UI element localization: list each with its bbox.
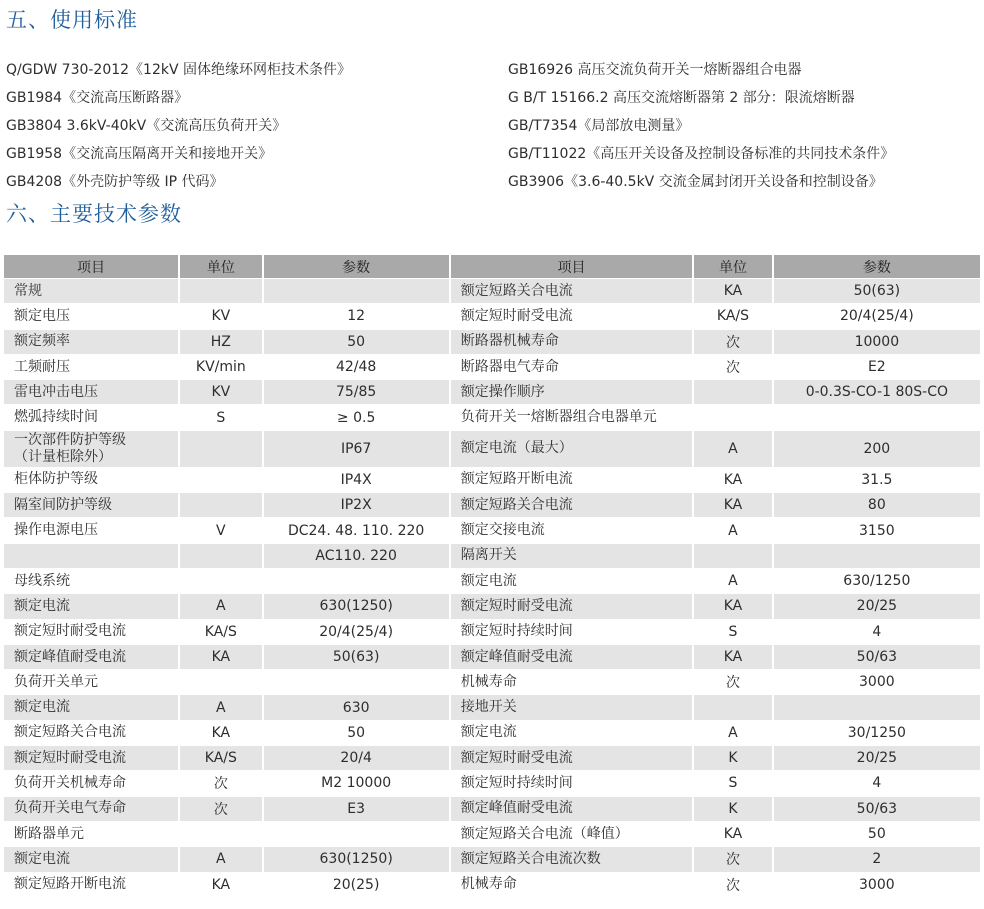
cell-unit: 次: [694, 847, 771, 871]
cell-value: 42/48: [264, 355, 449, 379]
cell-unit: KA: [180, 721, 262, 745]
cell-unit: A: [694, 569, 771, 593]
cell-item: 断路器电气寿命: [451, 355, 693, 379]
cell-unit: [180, 569, 262, 593]
table-row: [4, 330, 980, 354]
cell-unit: KA: [694, 822, 771, 846]
cell-unit: KV/min: [180, 355, 262, 379]
cell-item: 额定峰值耐受电流: [451, 645, 693, 669]
table-row: [4, 746, 980, 770]
cell-item: 断路器机械寿命: [451, 330, 693, 354]
cell-item: 负荷开关单元: [4, 670, 178, 694]
cell-value: 4: [774, 771, 980, 795]
cell-value: 3000: [774, 670, 980, 694]
cell-value: [774, 405, 980, 429]
table-row: [4, 797, 980, 821]
cell-value: 50: [774, 822, 980, 846]
table-row: [4, 620, 980, 644]
cell-value: 20/4(25/4): [774, 304, 980, 328]
cell-value: 20/4: [264, 746, 449, 770]
cell-value: 20/4(25/4): [264, 620, 449, 644]
cell-item: 工频耐压: [4, 355, 178, 379]
cell-item: 额定电流: [4, 847, 178, 871]
table-row: [4, 493, 980, 517]
cell-value: 20(25): [264, 873, 449, 897]
table-row: [4, 431, 980, 467]
cell-value: [264, 279, 449, 303]
cell-value: M2 10000: [264, 771, 449, 795]
standard-item: Q/GDW 730-2012《12kV 固体绝缘环网柜技术条件》: [6, 62, 352, 78]
cell-unit: K: [694, 797, 771, 821]
cell-item: 额定短路关合电流（峰值）: [451, 822, 693, 846]
cell-item: 燃弧持续时间: [4, 405, 178, 429]
section-title-parameters: 六、主要技术参数: [6, 202, 182, 226]
cell-value: 20/25: [774, 594, 980, 618]
table-row: [4, 304, 980, 328]
cell-unit: S: [694, 771, 771, 795]
cell-item: 隔离开关: [451, 544, 693, 568]
cell-item: 断路器单元: [4, 822, 178, 846]
cell-item: 额定峰值耐受电流: [4, 645, 178, 669]
cell-unit: [180, 431, 262, 467]
cell-item: 额定电流: [451, 721, 693, 745]
cell-unit: KA/S: [694, 304, 771, 328]
table-row: [4, 670, 980, 694]
cell-unit: V: [180, 518, 262, 542]
cell-value: [264, 822, 449, 846]
header-unit-2: 单位: [694, 255, 771, 278]
cell-item: 额定短时耐受电流: [4, 620, 178, 644]
cell-unit: S: [180, 405, 262, 429]
table-header-row: [4, 255, 980, 278]
cell-unit: KA: [180, 873, 262, 897]
cell-item: 额定操作顺序: [451, 380, 693, 404]
header-value: 参数: [264, 255, 449, 278]
table-row: [4, 569, 980, 593]
cell-value: 10000: [774, 330, 980, 354]
cell-value: 50(63): [264, 645, 449, 669]
cell-unit: [180, 544, 262, 568]
standards-column-right: [508, 56, 976, 196]
standard-item: GB/T11022《高压开关设备及控制设备标准的共同技术条件》: [508, 146, 895, 162]
cell-item: 额定短路关合电流: [451, 493, 693, 517]
cell-unit: A: [180, 594, 262, 618]
cell-item: 额定短路开断电流: [451, 468, 693, 492]
cell-item: 额定短时耐受电流: [451, 594, 693, 618]
cell-value: 50(63): [774, 279, 980, 303]
standard-item: GB16926 高压交流负荷开关一熔断器组合电器: [508, 62, 802, 78]
cell-item: 柜体防护等级: [4, 468, 178, 492]
header-unit: 单位: [180, 255, 262, 278]
cell-unit: KA: [694, 645, 771, 669]
cell-unit: 次: [180, 771, 262, 795]
cell-item: 雷电冲击电压: [4, 380, 178, 404]
cell-value: 80: [774, 493, 980, 517]
cell-value: ≥ 0.5: [264, 405, 449, 429]
cell-value: IP2X: [264, 493, 449, 517]
cell-unit: [694, 405, 771, 429]
cell-item: 额定短路关合电流: [4, 721, 178, 745]
table-row: [4, 771, 980, 795]
standards-column-left: [6, 56, 508, 196]
parameters-table-container: [4, 254, 980, 898]
cell-item: 操作电源电压: [4, 518, 178, 542]
cell-value: 630/1250: [774, 569, 980, 593]
cell-item: 机械寿命: [451, 670, 693, 694]
cell-unit: [180, 468, 262, 492]
cell-value: 200: [774, 431, 980, 467]
cell-unit: KA/S: [180, 620, 262, 644]
cell-value: 50/63: [774, 645, 980, 669]
cell-unit: KA: [180, 645, 262, 669]
cell-value: 50: [264, 330, 449, 354]
cell-unit: KV: [180, 380, 262, 404]
table-row: [4, 873, 980, 897]
cell-item: 额定短时持续时间: [451, 620, 693, 644]
table-row: [4, 405, 980, 429]
cell-item: 常规: [4, 279, 178, 303]
cell-unit: [694, 695, 771, 719]
cell-item: 一次部件防护等级 （计量柜除外）: [4, 431, 178, 467]
cell-unit: KA: [694, 468, 771, 492]
cell-item: 额定短时持续时间: [451, 771, 693, 795]
standard-item: G B/T 15166.2 高压交流熔断器第 2 部分：限流熔断器: [508, 90, 855, 106]
cell-value: 630(1250): [264, 847, 449, 871]
standard-item: GB1984《交流高压断路器》: [6, 90, 189, 106]
cell-unit: 次: [694, 355, 771, 379]
header-value-2: 参数: [774, 255, 980, 278]
cell-value: [774, 544, 980, 568]
cell-value: 75/85: [264, 380, 449, 404]
header-item-2: 项目: [451, 255, 693, 278]
cell-item: 额定电流: [4, 695, 178, 719]
cell-unit: 次: [694, 670, 771, 694]
table-row: [4, 355, 980, 379]
cell-unit: [694, 380, 771, 404]
section-title-standards: 五、使用标准: [6, 8, 138, 32]
cell-value: 12: [264, 304, 449, 328]
cell-item: 额定短路开断电流: [4, 873, 178, 897]
cell-unit: KA/S: [180, 746, 262, 770]
cell-item: 额定频率: [4, 330, 178, 354]
cell-value: DC24. 48. 110. 220: [264, 518, 449, 542]
cell-value: 20/25: [774, 746, 980, 770]
cell-value: [774, 695, 980, 719]
cell-unit: A: [694, 431, 771, 467]
cell-item: 额定短时耐受电流: [451, 304, 693, 328]
cell-unit: [180, 493, 262, 517]
cell-unit: [180, 279, 262, 303]
cell-unit: A: [694, 518, 771, 542]
table-row: [4, 594, 980, 618]
header-item: 项目: [4, 255, 178, 278]
table-row: [4, 847, 980, 871]
table-row: [4, 380, 980, 404]
cell-item: 额定短时耐受电流: [451, 746, 693, 770]
cell-item: 额定峰值耐受电流: [451, 797, 693, 821]
cell-item: 额定交接电流: [451, 518, 693, 542]
cell-item: [4, 544, 178, 568]
parameters-table: [2, 254, 982, 898]
cell-value: IP4X: [264, 468, 449, 492]
table-row: [4, 468, 980, 492]
table-row: [4, 695, 980, 719]
cell-item: 隔室间防护等级: [4, 493, 178, 517]
cell-item: 负荷开关一熔断器组合电器单元: [451, 405, 693, 429]
standard-item: GB/T7354《局部放电测量》: [508, 118, 690, 134]
cell-item: 额定电流（最大）: [451, 431, 693, 467]
cell-value: 0-0.3S-CO-1 80S-CO: [774, 380, 980, 404]
cell-value: 2: [774, 847, 980, 871]
cell-value: E2: [774, 355, 980, 379]
table-row: [4, 721, 980, 745]
cell-item: 额定电流: [4, 594, 178, 618]
cell-unit: 次: [694, 330, 771, 354]
table-row: [4, 279, 980, 303]
cell-item: 额定电压: [4, 304, 178, 328]
cell-unit: [694, 544, 771, 568]
table-row: [4, 822, 980, 846]
cell-value: 50: [264, 721, 449, 745]
cell-item: 负荷开关机械寿命: [4, 771, 178, 795]
cell-value: [264, 569, 449, 593]
cell-value: 31.5: [774, 468, 980, 492]
cell-unit: KA: [694, 594, 771, 618]
cell-unit: HZ: [180, 330, 262, 354]
cell-item: 额定短路关合电流次数: [451, 847, 693, 871]
cell-item: 额定短时耐受电流: [4, 746, 178, 770]
table-body: [4, 279, 980, 897]
cell-value: 3150: [774, 518, 980, 542]
standards-list: [6, 56, 976, 196]
cell-item: 机械寿命: [451, 873, 693, 897]
cell-unit: KV: [180, 304, 262, 328]
cell-item: 额定电流: [451, 569, 693, 593]
standard-item: GB3906《3.6-40.5kV 交流金属封闭开关设备和控制设备》: [508, 174, 883, 190]
cell-unit: A: [694, 721, 771, 745]
cell-unit: 次: [180, 797, 262, 821]
cell-value: 630(1250): [264, 594, 449, 618]
cell-value: [264, 670, 449, 694]
cell-unit: KA: [694, 279, 771, 303]
cell-unit: [180, 670, 262, 694]
cell-value: 3000: [774, 873, 980, 897]
cell-value: 50/63: [774, 797, 980, 821]
standard-item: GB3804 3.6kV-40kV《交流高压负荷开关》: [6, 118, 287, 134]
cell-value: 4: [774, 620, 980, 644]
cell-unit: 次: [694, 873, 771, 897]
cell-value: 630: [264, 695, 449, 719]
cell-unit: [180, 822, 262, 846]
cell-item: 母线系统: [4, 569, 178, 593]
table-row: [4, 518, 980, 542]
standard-item: GB4208《外壳防护等级 IP 代码》: [6, 174, 224, 190]
cell-unit: KA: [694, 493, 771, 517]
cell-unit: A: [180, 695, 262, 719]
cell-value: IP67: [264, 431, 449, 467]
table-row: [4, 645, 980, 669]
table-row: [4, 544, 980, 568]
cell-value: E3: [264, 797, 449, 821]
cell-unit: A: [180, 847, 262, 871]
cell-value: AC110. 220: [264, 544, 449, 568]
cell-item: 额定短路关合电流: [451, 279, 693, 303]
cell-item: 负荷开关电气寿命: [4, 797, 178, 821]
standard-item: GB1958《交流高压隔离开关和接地开关》: [6, 146, 273, 162]
cell-unit: K: [694, 746, 771, 770]
cell-unit: S: [694, 620, 771, 644]
cell-value: 30/1250: [774, 721, 980, 745]
cell-item: 接地开关: [451, 695, 693, 719]
